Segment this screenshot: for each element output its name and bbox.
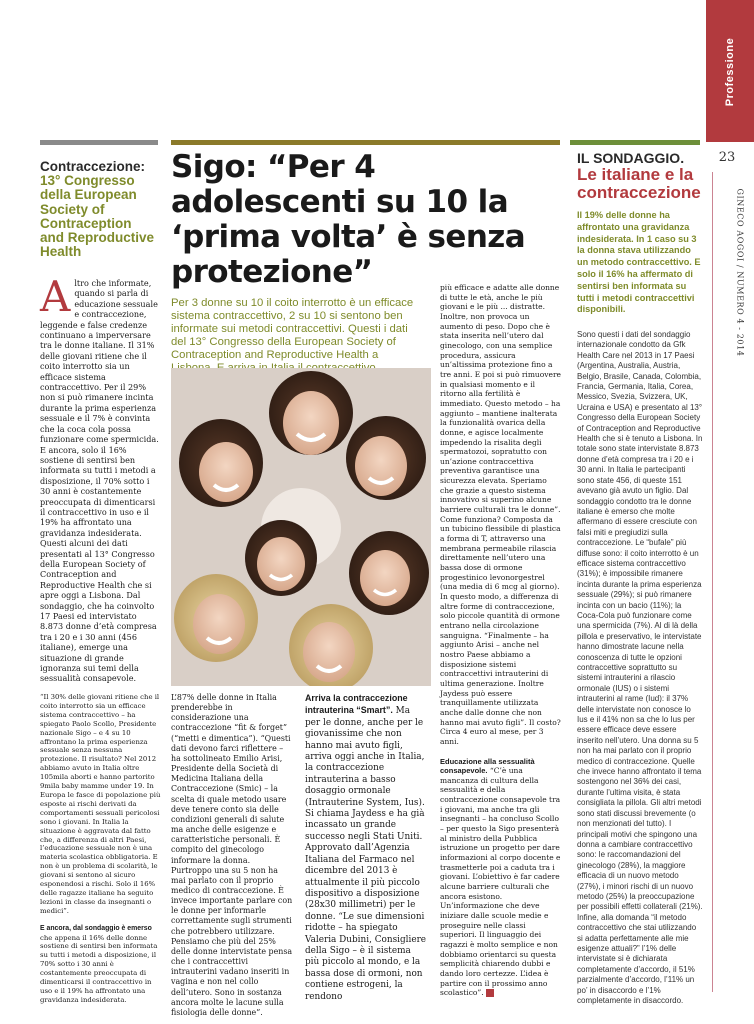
body-column-2 [171,693,293,1018]
kicker-subtitle: 13° Congresso della European Society of Contraception and Reproductive Health [40,173,155,260]
face-bottom-left [174,574,258,662]
body-column-1-bottom [40,693,161,1005]
scollo-quote: “Il 30% delle giovani ritiene che il coito interrotto sia un efficace sistema contraccettivo – ha spiegato Paolo Scollo, Presidente nazionale Sigo – e 4 su 10 affrontano la prima esperienza sessuale senza nessuna protezione. Il risultato? Nel 2012 abbiamo avuto in Italia oltre 105mila aborti e hanno partorito 9mila baby mamme under 19. In Europa le fasce di popolazione più esposte ai rischi derivati da comportamenti sessuali pericolosi sono i giovani. In Italia la situazione è aggravata dal fatto che, a differenza di altri Paesi, l’educazione sessuale non è una materia scolastica obbligatoria. E non è un problema di scolarità, le giovani si sentono al sicuro esponendosi a rischi. Solo il 16% delle ragazze italiane ha seguito lezioni in classe da insegnanti o medici”. [40,693,161,915]
body-column-1-text: ltro che informate, quando si parla di educazione sessuale e contraccezione, leggende e false credenze continuano a imperversare tra le donne italiane. Il 31% delle giovani ritiene che il coito interrotto sia un efficace sistema contraccettivo. Per il 29% non si può rimanere incinta durante la prima esperienza sessuale e il 7% è convinta che la coca cola possa funzionare come spermicida. E ancora, solo il 16% sostiene di sentirsi ben informata su tutti i metodi a disposizione, il 70% sotto i 30 anni è costantemente preoccupata di dimenticarsi il contraccettivo in uso e il 19% ha affrontato una gravidanza indesiderata. Questi alcuni dei dati presentati al 13° Congresso della European Society of Contraception and Reproductive Health che si apre oggi a Lisbona. Dal sondaggio, che ha coinvolto 17 Paesi ed intervistato 8.873 donne d’età compresa tra i 20 e i 30 anni (456 italiane), emerge una situazione di grande ignoranza sui temi della sessualità consapevole. [40,278,159,684]
subhead-smart: Arriva la contraccezione intrauterina “Smart”. [305,693,408,716]
sidebar-heading: Le italiane e la contraccezione [577,165,701,203]
running-head: GINECO AOGOI / NUMERO 4 - 2014 [735,188,745,357]
kicker-title: Contraccezione: [40,159,146,174]
headline: Sigo: “Per 4 adolescenti su 10 la ‘prima volta’ è senza protezione” [171,149,526,291]
page-number: 23 [718,150,736,165]
sidebar-rule [570,140,700,145]
group-photo-icon [171,368,431,686]
kicker-rule [40,140,158,145]
subhead-educazione: Educazione alla sessualità consapevole. [440,756,535,776]
subhead-sondaggio: E ancora, dal sondaggio è emerso [40,924,152,932]
end-mark-icon [486,989,494,997]
face-right [349,531,429,615]
sidebar-intro: Il 19% delle donne ha affrontato una gravidanza indesiderata. In 1 caso su 3 la donna stava utilizzando un metodo contraccettivo. E solo il 16% ha affermato di sentirsi ben informata su tutti i metodi contraccettivi disponibili. [577,210,701,315]
sidebar-title: IL SONDAGGIO. [577,150,685,166]
section-tab-label: Professione [724,37,736,107]
face-center [245,520,317,596]
drop-cap: A [40,272,71,321]
body-column-4-text: più efficace e adatte alle donne di tutte le età, anche le più giovani e le più ... distratte. Inoltre, non provoca un aumento di peso. Dopo che è stata inserita nell’utero dal ginecologo, con una semplice procedura, assicura un’altissima protezione fino a tre anni. E poi si può rimuovere in qualsiasi momento e il ritorno alla fertilità è immediato. Questo metodo – ha aggiunto – mantiene inalterata la funzionalità ovarica della donne, e agisce localmente impedendo la risalita degli spermatozoi, sopratutto con un’azione contraccettiva preventiva garantisce una sicurezza elevata. Speriamo che grazie a questo sistema innovativo si superino alcune barriere culturali tra le donne”. Come funziona? Composta da un tubicino flessibile di plastica a forma di T, attraverso una membrana permeabile rilascia direttamente nell’utero una bassa dose di ormone progestinico levonorgestrel (una media di 6 mcg al giorno). In questo modo, a differenza di altre forme di contraccezione, solo piccole quantità di ormone entrano nella circolazione sanguigna. “Finalmente – ha aggiunto Arisi – anche nel nostro Paese abbiamo a disposizione sistemi contraccettivi intrauterini di ultima generazione. Inoltre Jaydess può essere tranquillamente utilizzata anche dalle donne che non hanno mai avuto figli”. Il costo? Circa 4 euro al mese, per 3 anni. [440,283,561,746]
margin-rule [712,172,713,992]
group-photo [171,368,431,686]
body-column-4 [440,283,562,998]
face-top-center [269,371,353,455]
face-top-right [346,416,426,500]
subhead-sondaggio-text: che appena il 16% delle donne sostiene di sentirsi ben informata su tutti i metodi a disposizione, il 70% sotto i 30 anni è costantemente preoccupata di dimenticarsi il contraccettivo in uso e il 19% ha affrontato una gravidanza indesiderata. [40,933,158,1004]
kicker [40,160,158,259]
face-left [179,419,263,507]
lead-paragraph: Per 3 donne su 10 il coito interrotto è un efficace sistema contraccettivo, 2 su 10 si sentono ben informate sui metodi contraccettivi. Questi i dati del 13° Congresso della European Society of Contraception and Reproductive Health a [171,297,414,361]
body-column-3-text: Ma per le donne, anche per le giovanissime che non hanno mai avuto figli, arriva oggi anche in Italia, la contraccezione intrauterina a basso dosaggio ormonale (Intrauterine System, Ius). Si chiama Jaydess e ha già incassato un grande successo negli Stati Uniti. Approvato dall’Agenzia Italiana del Farmaco nel dicembre del 2013 è attualmente il più piccolo dispositivo a disposizione (28x30 millimetri) per le donne. “Le sue dimensioni ridotte – ha spiegato Valeria Dubini, Consigliere della Sigo – è il sistema più piccolo al mondo, e la bassa dose di ormoni, non contiene estrogeni, la rendono [305,706,427,1002]
body-column-2-text: L’87% delle donne in Italia prenderebbe in considerazione una contraccezione “fit & forget” (“metti e dimentica”). “Questi dati devono farci riflettere – ha sottolineato Emilio Arisi, Presidente della Società di Medicina Italiana della Contraccezione (Smic) – la scelta di quale metodo usare deve tenere conto sia delle condizioni generali di salute ma anche delle esigenze e caratteristiche personali. È compito del ginecologo informare la donna. Purtroppo una su 5 non ha mai parlato con il proprio medico di contraccezione. È invece importante parlare con le donne per informarle correttamente sugli strumenti che potrebbero utilizzare. Pensiamo che più del 25% delle donne intervistate pensa che i contraccettivi intrauterini vadano inseriti in vagina e non nel collo dell’utero. Sono in sostanza ancora molte le lacune sulla fisiologia delle donne”. [171,693,293,1017]
body-column-1 [40,272,161,684]
sidebar-body: Sono questi i dati del sondaggio internazionale condotto da Gfk Health Care nel 2013 in 17 Paesi (Argentina, Australia, Austria, Belgio, Brasile, Canada, Colombia, Francia, Germania, Italia, Corea, Messico, Svezia, Svizzera, UK, Ucraina e USA) e presentato al 13° Congresso della European Society of Contraception and Reproductive Health che si è tenuto a Lisbona. In totale sono state intervistate 8.873 donne d’età compresa tra i 20 e i 30 anni. In Italia le partecipanti sono state 456, di queste 151 avevano già avuto un figlio. Dal sondaggio condotto tra le donne italiane è emerso che molte affermano di essere cresciute con falsi miti e pregiudizi sulla contraccezione. Le “bufale” più diffuse sono: il coito interrotto è un efficace sistema contraccettivo (31%); è impossibile rimanere incinta durante la prima esperienza sessuale (29%); si può rimanere incinta con un bacio (11%); la Coca-Cola può funzionare come una spermicida (7%). Al di là della pillola e preservativo, le intervistate hanno dimostrate lacune nella conoscenza di tutte le opzioni contraccettive soprattutto su sistemi intrauterini a rilascio ormonale (IUS) o i sistemi intrauterini al rame (Iud): il 37% delle intervistate non conosce lo Ius e il 41% non sa che lo Ius per essere efficace deve essere inserito nell’utero. Una donna su 5 non ha mai parlato con il proprio medico di contraccezione. Quelle che invece hanno affrontato il tema sostengono nel 36% dei casi, durante l’ultima visita, è stata consigliata la pillola. Gli altri metodi sono stati discussi brevemente (o non menzionati del tutto). I principali motivi che spingono una donna a cambiare contraccettivo sono: le raccomandazioni del ginecologo (28%), la maggiore efficacia di un nuovo metodo (27%), i minori rischi di un nuovo metodo (25%) la preoccupazione per possibili effetti collaterali (21%). Infine, alla domanda “il metodo contraccettivo che stai utilizzando si adatta perfettamente alle mie esigenze attuali?” l’1% delle intervistate si è dichiarata completamente d’accordo, il 51% parzialmente d’accordo, l’11% un po’ in disaccordo e l’1% completamente in disaccordo. [577,330,703,1005]
section-tab [706,0,754,142]
educazione-text: “C’è una mancanza di cultura della sessualità e della contraccezione consapevole tra i giovani, ma anche tra gli insegnanti – ha concluso Scollo – per questo la Sigo presenterà al ministro della Pubblica istruzione un progetto per dare informazioni al corpo docente e trasmetterle poi a caduta tra i giovani. L’obiettivo è far cadere alcune barriere culturali che ancora esistono. Un’informazione che deve iniziare dalle scuole medie e proseguire nelle classi superiori. Il linguaggio dei ragazzi è molto semplice e non dobbiamo orientarci su questa semplicità chiarendo dubbi e dando loro certezze. L’idea è partire con il prossimo anno scolastico”. [440,766,561,998]
body-column-3 [305,693,427,1003]
headline-rule [171,140,560,145]
